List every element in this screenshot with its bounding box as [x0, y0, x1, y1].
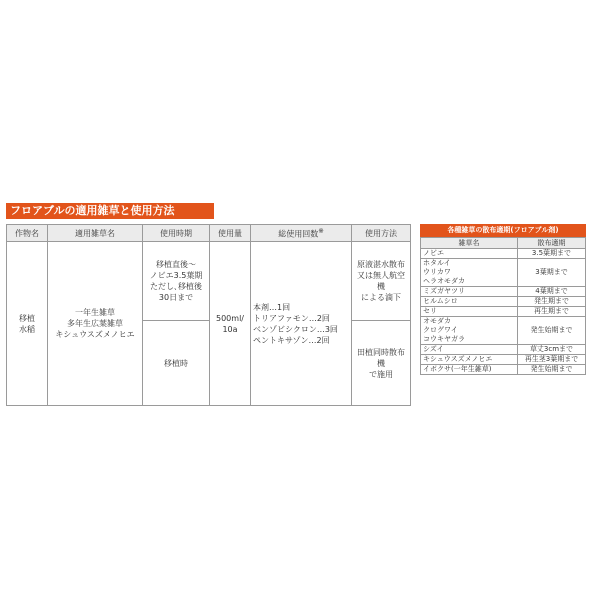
spray-period-row	[421, 297, 586, 307]
weed-name: ヒルムシロ	[421, 297, 518, 307]
header-total-uses	[251, 225, 352, 242]
spray-period-row	[421, 365, 586, 375]
weed-name: ホタルイ ウリカワ ヘラオモダカ	[421, 259, 518, 287]
header-method: 使用方法	[352, 225, 411, 242]
spray-period-title: 各種雑草の散布適期(フロアブル剤)	[420, 224, 586, 237]
method-cell-2: 田植同時散布機 で施用	[352, 321, 411, 406]
weed-name: オモダカ クログワイ コウキヤガラ	[421, 317, 518, 345]
weed-name: ミズガヤツリ	[421, 287, 518, 297]
use-count-item: ベンゾビシクロン…3回	[253, 324, 338, 334]
spray-period: 4葉期まで	[518, 287, 586, 297]
amount-cell: 500ml/ 10a	[210, 242, 251, 406]
spray-period-row	[421, 307, 586, 317]
spray-period-row	[421, 345, 586, 355]
spray-period: 3葉期まで	[518, 259, 586, 287]
use-count-item: ペントキサゾン…2回	[253, 335, 330, 345]
spray-period-row	[421, 287, 586, 297]
spray-period-header-row	[421, 238, 586, 249]
spray-period-row	[421, 317, 586, 345]
timing-cell-1: 移植直後～ ノビエ3.5葉期 ただし､移植後 30日まで	[143, 242, 210, 321]
total-uses-cell	[251, 242, 352, 406]
spray-period-row	[421, 355, 586, 365]
weeds-cell: 一年生雑草 多年生広葉雑草 キシュウスズメノヒエ	[48, 242, 143, 406]
spray-period-row	[421, 249, 586, 259]
spray-period: 草丈3cmまで	[518, 345, 586, 355]
spray-period-table	[420, 237, 586, 375]
header-timing: 使用時期	[143, 225, 210, 242]
usage-table-header-row	[7, 225, 411, 242]
header-crop: 作物名	[7, 225, 48, 242]
use-count-item: トリアファモン…2回	[253, 313, 330, 323]
use-count-item: 本剤…1回	[253, 302, 291, 312]
header-note-mark: ※	[318, 227, 324, 236]
section-title-banner: フロアブルの適用雑草と使用方法	[6, 203, 214, 219]
weed-name: イボクサ(一年生雑草)	[421, 365, 518, 375]
spray-period: 3.5葉期まで	[518, 249, 586, 259]
weed-name: セリ	[421, 307, 518, 317]
crop-cell: 移植 水稲	[7, 242, 48, 406]
header-amount: 使用量	[210, 225, 251, 242]
method-cell-1: 原液湛水散布 又は無人航空機 による滴下	[352, 242, 411, 321]
header-spray-period: 散布適期	[518, 238, 586, 249]
spray-period: 発生始期まで	[518, 317, 586, 345]
weed-name: ノビエ	[421, 249, 518, 259]
weed-name: シズイ	[421, 345, 518, 355]
spray-period: 発生始期まで	[518, 365, 586, 375]
header-total-uses-label: 総使用回数	[278, 229, 319, 239]
spray-period: 再生茎3葉期まで	[518, 355, 586, 365]
weed-name: キシュウスズメノヒエ	[421, 355, 518, 365]
spray-period: 再生期まで	[518, 307, 586, 317]
timing-cell-2: 移植時	[143, 321, 210, 406]
spray-period-row	[421, 259, 586, 287]
header-weed-name: 雑草名	[421, 238, 518, 249]
spray-period: 発生期まで	[518, 297, 586, 307]
usage-row-1	[7, 242, 411, 321]
header-weeds: 適用雑草名	[48, 225, 143, 242]
usage-table	[6, 224, 411, 406]
